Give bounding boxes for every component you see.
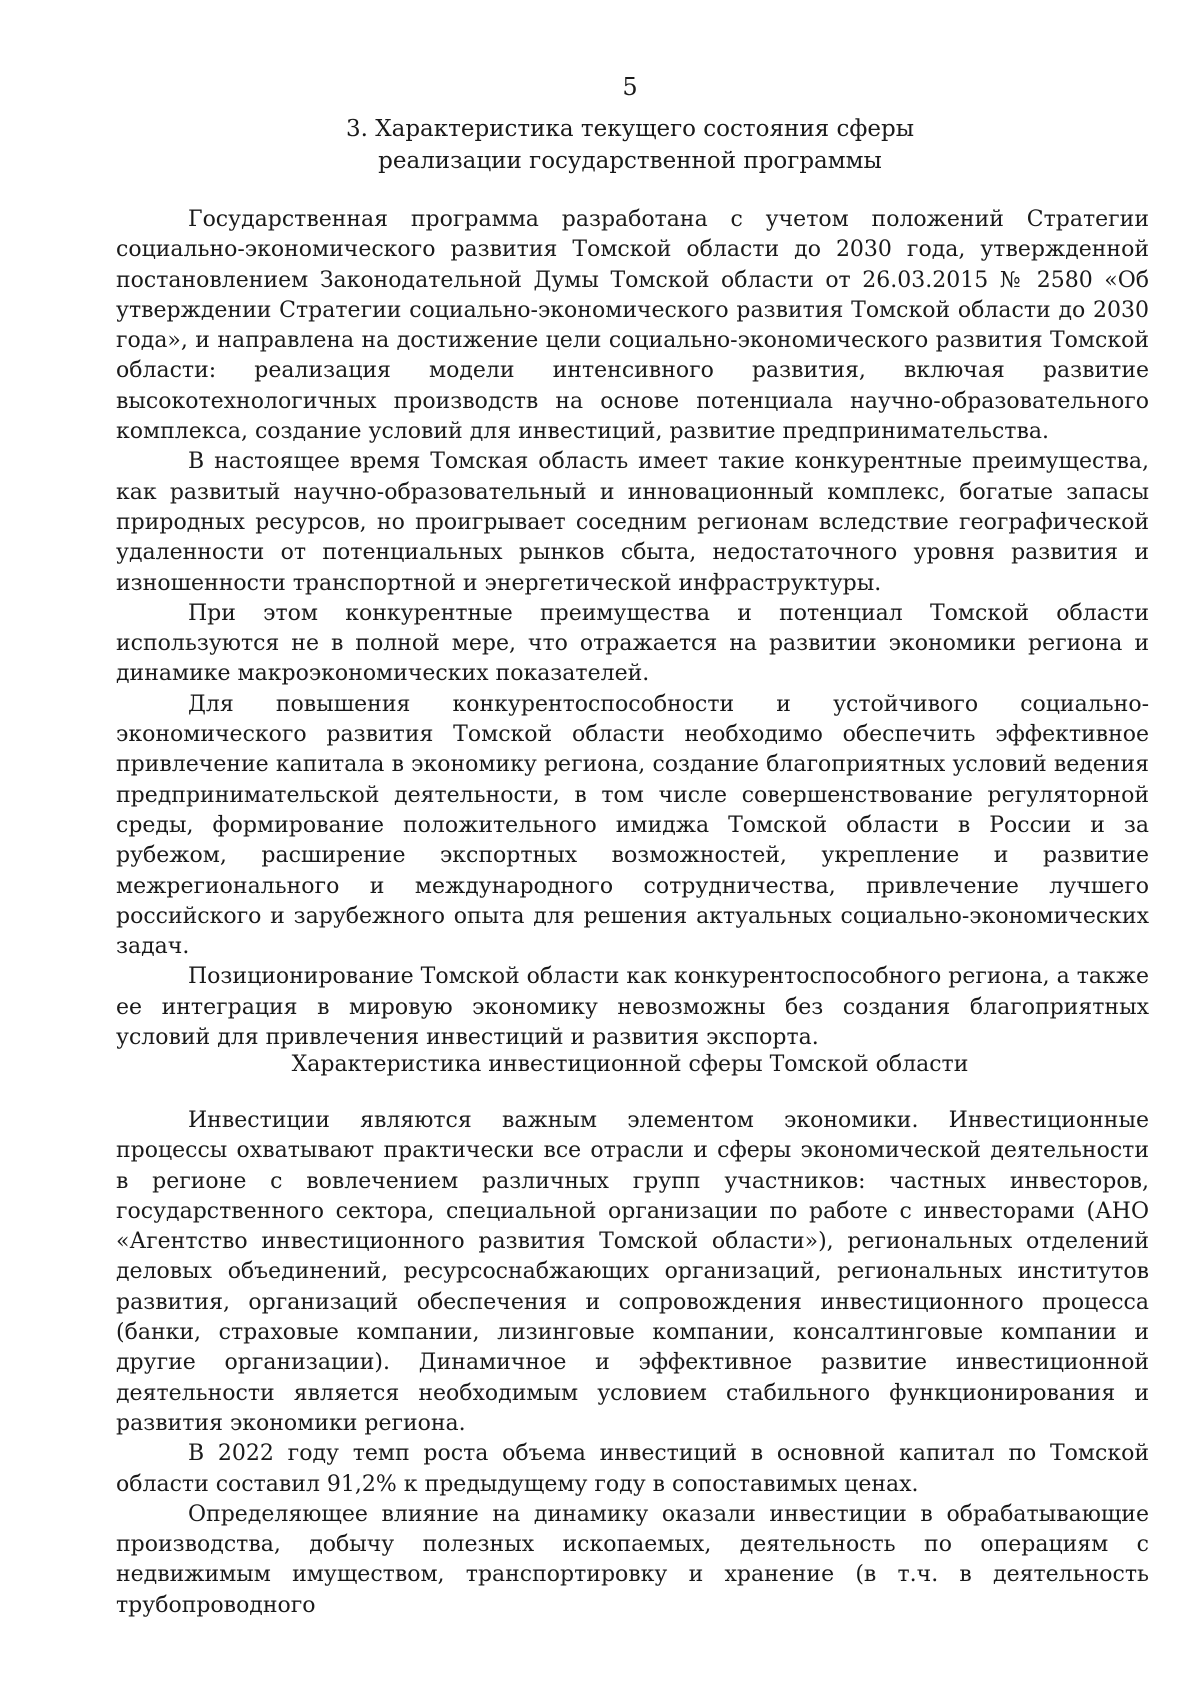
paragraph: Инвестиции являются важным элементом экономики. Инвестиционные процессы охватывают практически все отрасли и сферы экономической деятельности в регионе с вовлечением различных групп участников: частных инвесторов, государственного сектора, специальной организации по работе с инвесторами (АНО «Агентство инвестиционного развития Томской области»), региональных отделений деловых объединений, ресурсоснабжающих организаций, региональных институтов развития, организаций обеспечения и сопровождения инвестиционного процесса (банки, страховые компании, лизинговые компании, консалтинговые компании и другие организации). Динамичное и эффективное развитие инвестиционной деятельности является необходимым условием стабильного функционирования и развития экономики региона.: [116, 1108, 1149, 1436]
page-number: 5: [622, 73, 638, 101]
paragraph: Для повышения конкурентоспособности и устойчивого социально-экономического развития Томской области необходимо обеспечить эффективное привлечение капитала в экономику региона, создание благоприятных условий ведения предпринимательской деятельности, в том числе совершенствование регуляторной среды, формирование положительного имиджа Томской области в России и за рубежом, расширение экспортных возможностей, укрепление и развитие межрегионального и международного сотрудничества, привлечение лучшего российского и зарубежного опыта для решения актуальных социально-экономических задач.: [116, 691, 1149, 960]
section-heading-line-1: 3. Характеристика текущего состояния сферы: [345, 116, 914, 142]
paragraph: В настоящее время Томская область имеет такие конкурентные преимущества, как развитый научно-образовательный и инновационный комплекс, богатые запасы природных ресурсов, но проигрывает соседним регионам вследствие географической удаленности от потенциальных рынков сбыта, недостаточного уровня развития и изношенности транспортной и энергетической инфраструктуры.: [116, 449, 1149, 596]
paragraph: При этом конкурентные преимущества и потенциал Томской области используются не в полной мере, что отражается на развитии экономики региона и динамике макроэкономических показателей.: [116, 600, 1149, 687]
section-heading: [0, 113, 1200, 177]
paragraph: Определяющее влияние на динамику оказали инвестиции в обрабатывающие производства, добычу полезных ископаемых, деятельность по операциям с недвижимым имуществом, транспортировку и хранение (в т.ч. в деятельность трубопроводного: [116, 1501, 1149, 1618]
section-1-body: [116, 205, 1149, 1053]
paragraph: Позиционирование Томской области как конкурентоспособного региона, а также ее интеграция в мировую экономику невозможны без создания благоприятных условий для привлечения инвестиций и развития экспорта.: [116, 964, 1149, 1051]
subsection-heading: Характеристика инвестиционной сферы Томской области: [291, 1052, 969, 1077]
section-2-body: [116, 1106, 1149, 1621]
paragraph: В 2022 году темп роста объема инвестиций в основной капитал по Томской области составил 91,2% к предыдущему году в сопоставимых ценах.: [116, 1441, 1149, 1497]
section-heading-line-2: реализации государственной программы: [378, 148, 882, 174]
paragraph: Государственная программа разработана с учетом положений Стратегии социально-экономического развития Томской области до 2030 года, утвержденной постановлением Законодательной Думы Томской области от 26.03.2015 № 2580 «Об утверждении Стратегии социально-экономического развития Томской области до 2030 года», и направлена на достижение цели социально-экономического развития Томской области: реализация модели интенсивного развития, включая развитие высокотехнологичных производств на основе потенциала научно-образовательного комплекса, создание условий для инвестиций, развитие предпринимательства.: [116, 207, 1149, 445]
